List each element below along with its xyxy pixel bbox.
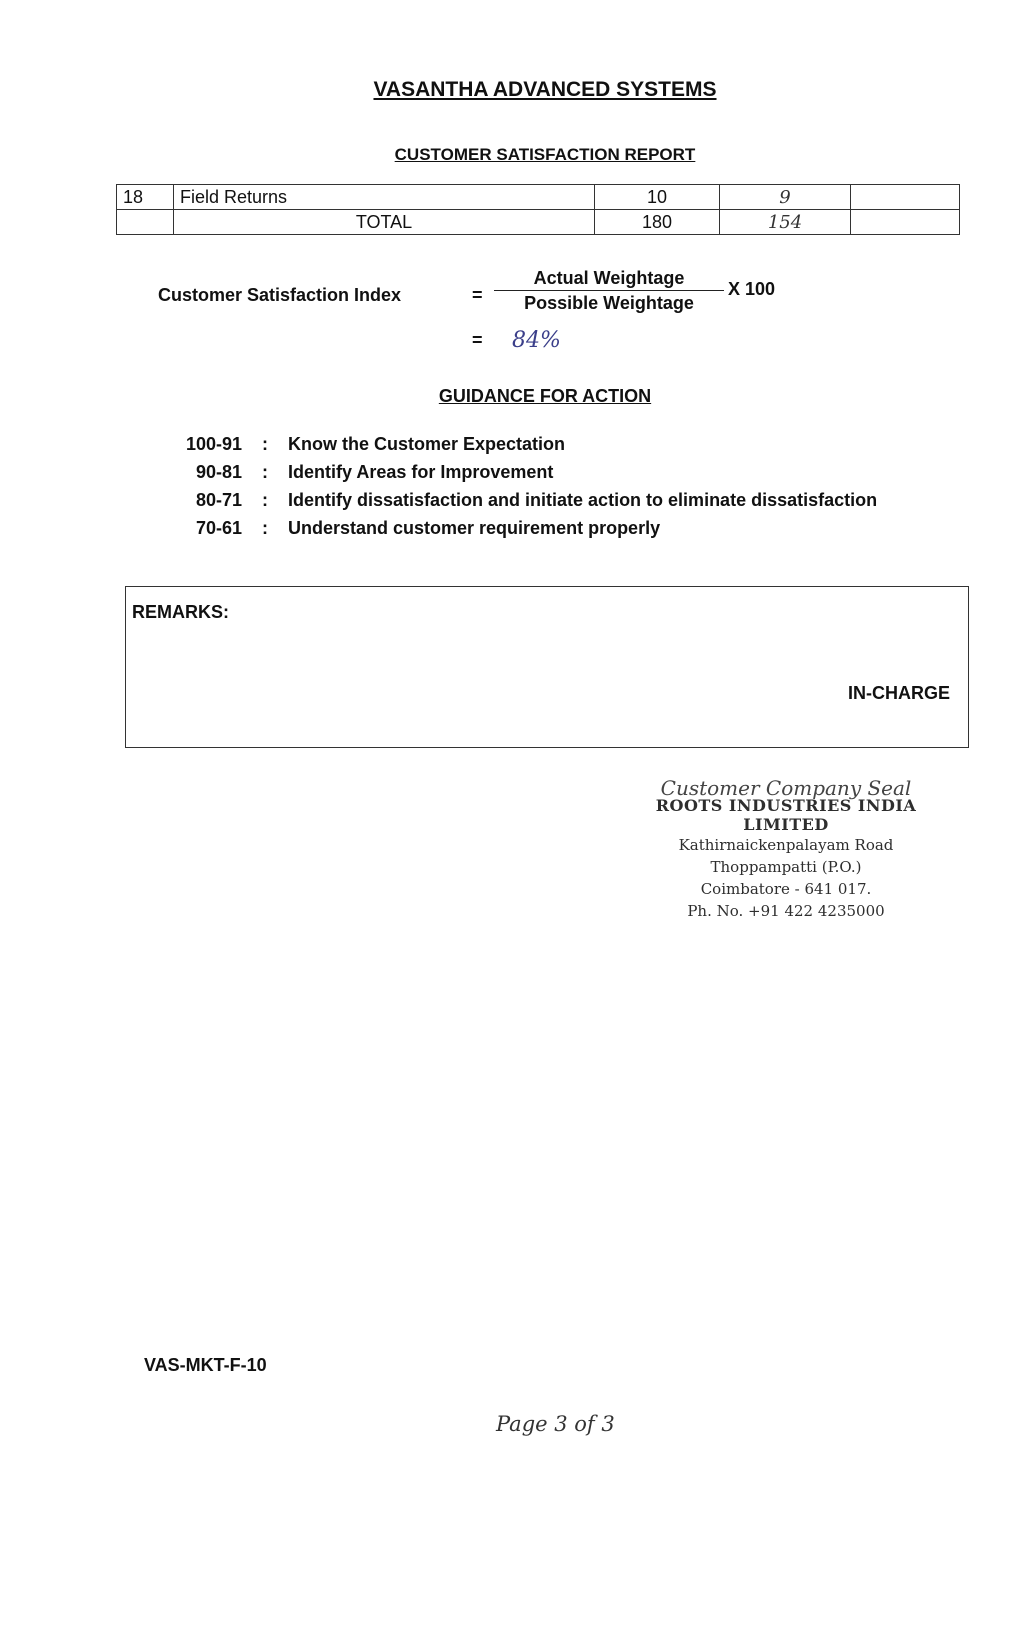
total-row xyxy=(117,210,960,235)
list-item xyxy=(168,490,877,518)
seal-address-line: Coimbatore - 641 017. xyxy=(700,880,872,898)
csi-label: Customer Satisfaction Index xyxy=(158,285,402,305)
csi-fraction xyxy=(494,268,724,314)
list-item xyxy=(168,462,877,490)
seal-address-line: Kathirnaickenpalayam Road xyxy=(678,836,894,854)
total-empty-cell-2 xyxy=(851,210,960,235)
colon: : xyxy=(262,518,268,538)
colon: : xyxy=(262,462,268,482)
row-empty-cell xyxy=(851,185,960,210)
total-possible-weightage: 180 xyxy=(595,210,720,235)
remarks-label: REMARKS: xyxy=(132,602,229,622)
equals-sign-result: = xyxy=(472,330,483,350)
list-item xyxy=(168,518,877,546)
seal-phone: Ph. No. +91 422 4235000 xyxy=(687,902,885,920)
guidance-list xyxy=(168,434,877,546)
row-actual-weightage: 9 xyxy=(720,185,851,210)
table-row xyxy=(117,185,960,210)
incharge-label: IN-CHARGE xyxy=(848,683,950,703)
document-code: VAS-MKT-F-10 xyxy=(144,1355,267,1375)
score-table xyxy=(116,184,960,235)
row-number: 18 xyxy=(117,185,174,210)
page-number: Page 3 of 3 xyxy=(496,1412,615,1436)
remarks-box xyxy=(125,586,969,748)
guidance-text: Know the Customer Expectation xyxy=(288,434,566,454)
fraction-denominator: Possible Weightage xyxy=(524,293,694,313)
report-title: CUSTOMER SATISFACTION REPORT xyxy=(394,145,696,164)
equals-sign: = xyxy=(472,285,483,305)
guidance-range: 80-71 xyxy=(195,490,242,510)
multiplier: X 100 xyxy=(728,279,776,299)
row-parameter: Field Returns xyxy=(174,185,595,210)
colon: : xyxy=(262,434,268,454)
row-possible-weightage: 10 xyxy=(595,185,720,210)
company-seal xyxy=(636,776,936,922)
seal-handwritten-caption: Customer Company Seal xyxy=(660,776,912,800)
total-empty-cell xyxy=(117,210,174,235)
total-actual-weightage: 154 xyxy=(720,210,851,235)
guidance-text: Understand customer requirement properly xyxy=(288,518,661,538)
csi-result: 84% xyxy=(512,328,561,353)
guidance-range: 70-61 xyxy=(195,518,242,538)
guidance-range: 100-91 xyxy=(185,434,242,454)
list-item xyxy=(168,434,877,462)
guidance-text: Identify Areas for Improvement xyxy=(288,462,554,482)
colon: : xyxy=(262,490,268,510)
fraction-numerator: Actual Weightage xyxy=(494,268,724,291)
company-title: VASANTHA ADVANCED SYSTEMS xyxy=(373,78,717,101)
seal-address-line: Thoppampatti (P.O.) xyxy=(710,858,862,876)
total-label: TOTAL xyxy=(174,210,595,235)
guidance-title: GUIDANCE FOR ACTION xyxy=(438,386,652,406)
guidance-text: Identify dissatisfaction and initiate action to eliminate dissatisfaction xyxy=(288,490,878,510)
guidance-range: 90-81 xyxy=(195,462,242,482)
seal-company-name: ROOTS INDUSTRIES INDIA LIMITED xyxy=(655,796,917,834)
